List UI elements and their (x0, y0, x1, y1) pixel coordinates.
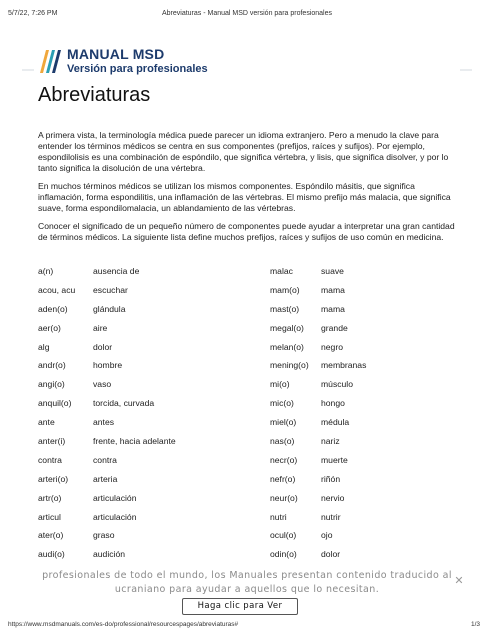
abbreviation-term: acou, acu (38, 284, 76, 295)
abbreviation-term: articul (38, 511, 61, 522)
abbreviation-term: necr(o) (270, 454, 298, 465)
abbreviation-term: ante (38, 417, 55, 428)
abbreviation-term: a(n) (38, 266, 54, 276)
abbreviation-meaning: suave (321, 266, 344, 276)
abbreviation-row (38, 319, 458, 338)
abbreviation-term: miel(o) (270, 417, 297, 428)
print-date: 5/7/22, 7:26 PM (8, 10, 58, 17)
promo-banner (0, 565, 494, 617)
abbreviation-meaning: riñón (321, 473, 341, 484)
intro-text (38, 130, 458, 250)
promo-text (30, 569, 464, 597)
abbreviation-meaning: contra (93, 454, 117, 465)
logo-brand: MANUAL MSD (67, 46, 165, 62)
header-edge-mark (460, 69, 472, 71)
abbreviation-row (38, 451, 458, 470)
abbreviation-meaning: frente, hacia adelante (93, 436, 176, 447)
abbreviation-meaning: dolor (93, 341, 113, 352)
abbreviation-meaning: graso (93, 530, 115, 541)
abbreviation-row (38, 262, 458, 281)
abbreviation-term: mening(o) (270, 360, 309, 371)
abbreviation-meaning: torcida, curvada (93, 398, 155, 409)
abbreviation-term: nefr(o) (270, 473, 296, 484)
abbreviation-term: ocul(o) (270, 530, 297, 541)
abbreviation-meaning: ojo (321, 530, 333, 541)
abbreviation-meaning: músculo (321, 379, 353, 390)
abbreviation-meaning: arteria (93, 473, 118, 484)
abbreviation-term: mi(o) (270, 379, 290, 390)
print-footer (0, 621, 494, 631)
abbreviation-meaning: médula (321, 417, 350, 428)
abbreviation-row (38, 413, 458, 432)
abbreviation-meaning: nutrir (321, 511, 341, 522)
abbreviation-meaning: mama (321, 303, 345, 314)
abbreviation-row (38, 432, 458, 451)
abbreviation-term: odin(o) (270, 549, 297, 560)
msd-logo-icon (38, 45, 62, 75)
abbreviation-term: anter(i) (38, 436, 66, 447)
view-button[interactable]: Haga clic para Ver (182, 598, 298, 615)
abbreviation-row (38, 526, 458, 545)
abbreviation-row (38, 300, 458, 319)
abbreviation-term: mam(o) (270, 284, 300, 295)
abbreviation-meaning: hombre (93, 360, 123, 371)
abbreviation-meaning: membranas (321, 360, 367, 371)
abbreviation-meaning: nervio (321, 492, 345, 503)
abbreviation-meaning: dolor (321, 549, 341, 560)
abbreviation-row (38, 338, 458, 357)
abbreviation-term: artr(o) (38, 492, 62, 503)
abbreviation-meaning: mama (321, 284, 345, 295)
abbreviation-term: nutri (270, 511, 287, 522)
header-edge-mark (22, 69, 34, 71)
abbreviation-row (38, 489, 458, 508)
paragraph: A primera vista, la terminología médica puede parecer un idioma extranjero. Pero a menudo la clave para entender los términos médicos se centra en sus componentes (prefijos, raíces y sufijos). Por ejemplo, espondilolisis es una combinación de espóndilo, que significa vértebra, y lisis, que significa disolver, y por lo tanto significa la disolución de una vértebra. (38, 130, 449, 173)
paragraph: En muchos términos médicos se utilizan los mismos componentes. Espóndilo másitis, que significa inflamación, forma espondilitis, una inflamación de las vértebras. El mismo prefijo más malacia, que significa suave, forma espondilomalacia, un ablandamiento de las vértebras. (38, 181, 451, 213)
print-doc-title: Abreviaturas - Manual MSD versión para profesionales (161, 10, 333, 17)
abbreviation-meaning: negro (321, 341, 343, 352)
abbreviation-term: aer(o) (38, 322, 61, 333)
abbreviation-meaning: escuchar (93, 284, 128, 295)
paragraph: Conocer el significado de un pequeño número de componentes puede ayudar a interpretar una gran cantidad de términos médicos. La siguiente lista define muchos prefijos, raíces y sufijos de uso común en medicina. (38, 221, 455, 242)
abbreviation-meaning: glándula (93, 303, 126, 314)
abbreviation-term: alg (38, 341, 50, 352)
abbreviation-term: anquil(o) (38, 398, 72, 409)
abbreviation-term: andr(o) (38, 360, 66, 371)
abbreviation-meaning: grande (321, 322, 348, 333)
abbreviation-meaning: articulación (93, 492, 137, 503)
abbreviation-meaning: aire (93, 322, 108, 333)
abbreviation-row (38, 508, 458, 527)
promo-line: ucraniano para ayudar a aquellos que lo necesitan. (114, 584, 380, 595)
page-number: 1/3 (470, 621, 480, 628)
abbreviation-meaning: nariz (321, 436, 340, 447)
logo-tagline: Versión para profesionales (67, 63, 208, 75)
abbreviation-row (38, 356, 458, 375)
print-url: https://www.msdmanuals.com/es-do/professional/resourcespages/abreviaturas# (8, 621, 239, 628)
abbreviation-term: mic(o) (270, 398, 294, 409)
abbreviation-meaning: articulación (93, 511, 137, 522)
abbreviation-meaning: audición (93, 549, 126, 560)
promo-line: profesionales de todo el mundo, los Manuales presentan contenido traducido al (42, 570, 452, 581)
abbreviation-row (38, 470, 458, 489)
abbreviation-term: melan(o) (270, 341, 304, 352)
abbreviation-meaning: antes (93, 417, 115, 428)
abbreviation-term: nas(o) (270, 436, 295, 447)
print-header (0, 10, 494, 22)
msd-manual-logo[interactable] (38, 45, 238, 77)
close-icon[interactable]: ✕ (454, 575, 464, 587)
abbreviation-row (38, 545, 458, 564)
abbreviation-term: angi(o) (38, 379, 65, 390)
abbreviation-term: malac (270, 266, 293, 276)
abbreviation-term: megal(o) (270, 322, 304, 333)
abbreviation-meaning: muerte (321, 454, 348, 465)
page-title: Abreviaturas (38, 84, 151, 106)
abbreviation-row (38, 375, 458, 394)
abbreviation-term: ater(o) (38, 530, 64, 541)
abbreviations-list (38, 262, 458, 564)
abbreviation-term: neur(o) (270, 492, 298, 503)
abbreviation-term: aden(o) (38, 303, 68, 314)
abbreviation-meaning: vaso (93, 379, 112, 390)
abbreviation-term: arteri(o) (38, 473, 69, 484)
abbreviation-meaning: ausencia de (93, 266, 140, 276)
abbreviation-term: audi(o) (38, 549, 65, 560)
abbreviation-term: mast(o) (270, 303, 300, 314)
abbreviation-row (38, 394, 458, 413)
abbreviation-row (38, 281, 458, 300)
abbreviation-term: contra (38, 454, 62, 465)
abbreviation-meaning: hongo (321, 398, 345, 409)
